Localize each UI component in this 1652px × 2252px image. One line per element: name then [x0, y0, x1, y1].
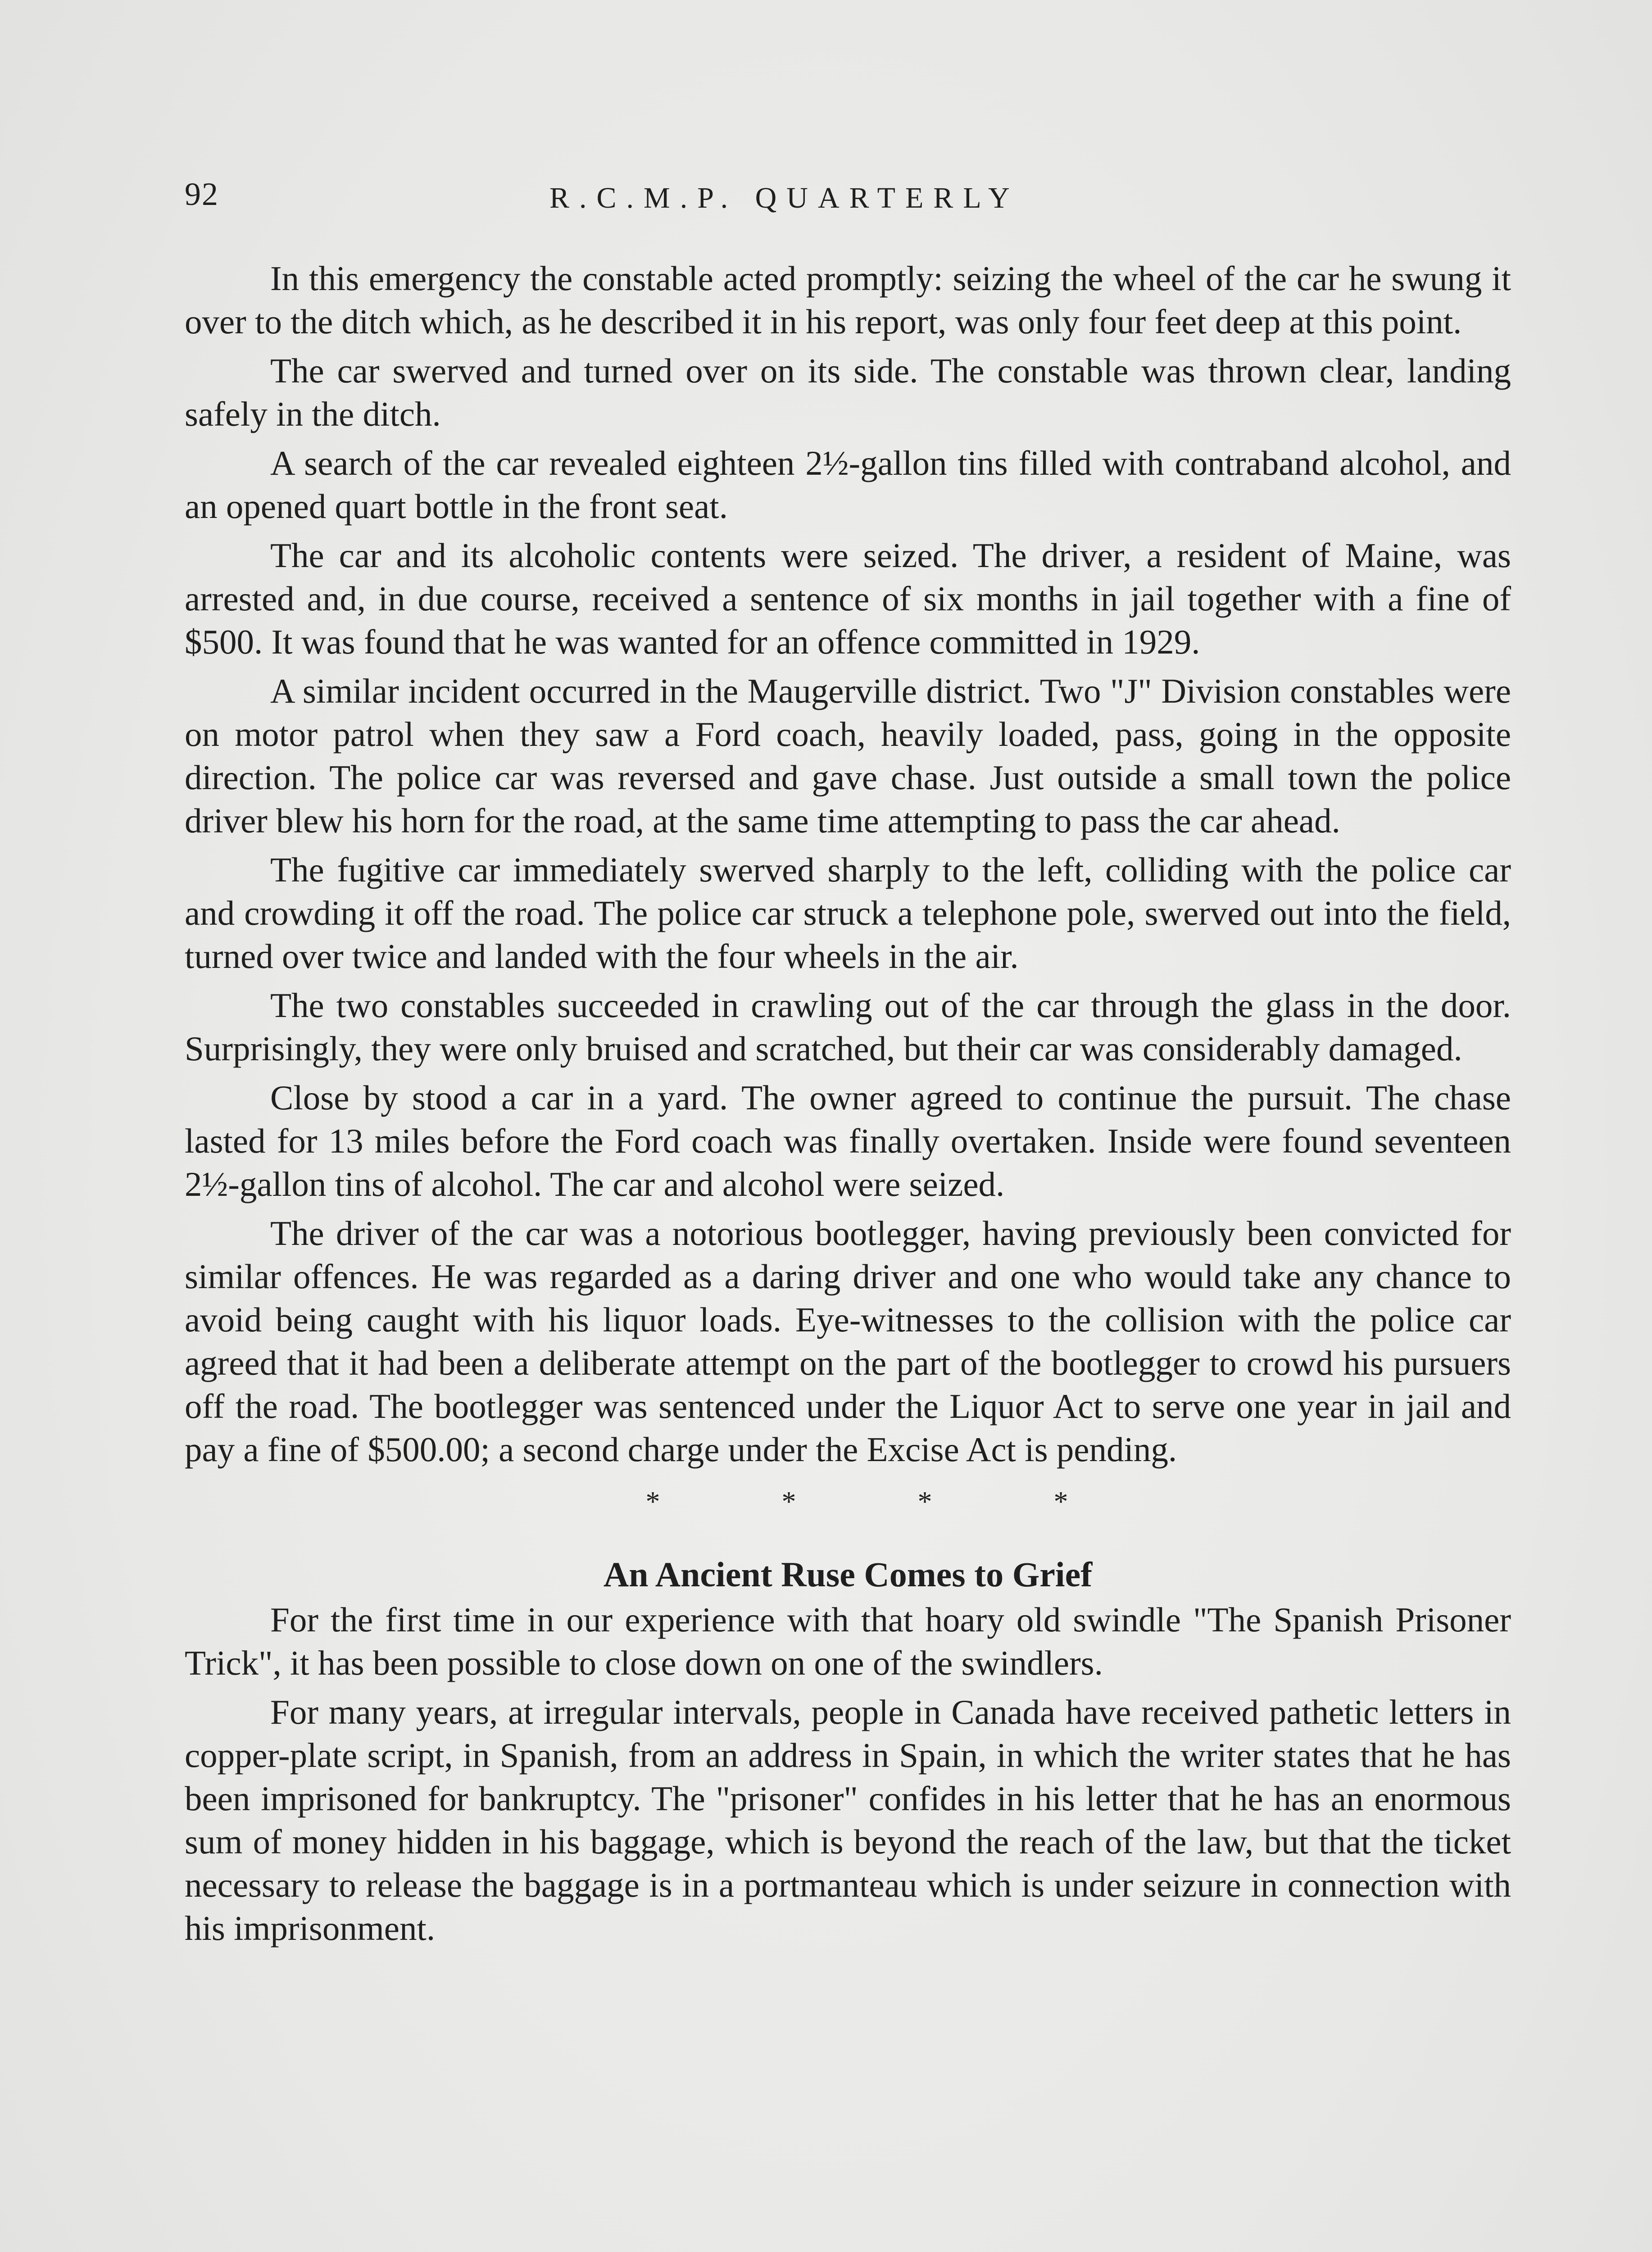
- paragraph: The car and its alcoholic contents were seized. The driver, a resident of Maine, was arrested and, in due course, received a sentence of six months in jail together with a fine of $500. It was found that he was wanted for an offence committed in 1929.: [185, 536, 1511, 661]
- section-heading: An Ancient Ruse Comes to Grief: [603, 1555, 1093, 1594]
- paragraph: The fugitive car immediately swerved sharply to the left, colliding with the police car and crowding it off the road. The police car struck a telephone pole, swerved out into the field, turned over twice and landed with the four wheels in the air.: [185, 850, 1511, 976]
- section-separator: [185, 1480, 1511, 1523]
- separator-star: *: [645, 1485, 660, 1517]
- separator-star: *: [917, 1485, 932, 1517]
- page-number: 92: [185, 176, 219, 212]
- paragraph: For the first time in our experience with that hoary old swindle "The Spanish Prisoner Trick", it has been possible to close down on one of the swindlers.: [185, 1600, 1511, 1682]
- paragraph: A similar incident occurred in the Maugerville district. Two "J" Division constables were on motor patrol when they saw a Ford coach, heavily loaded, pass, going in the opposite direction. The police car was reversed and gave chase. Just outside a small town the police driver blew his horn for the road, at the same time attempting to pass the car ahead.: [185, 672, 1511, 840]
- separator-star: *: [1053, 1485, 1068, 1517]
- separator-star: *: [781, 1485, 796, 1517]
- paragraph: The two constables succeeded in crawling out of the car through the glass in the door. Surprisingly, they were only bruised and scratched, but their car was considerably damaged.: [185, 986, 1511, 1068]
- paragraph: A search of the car revealed eighteen 2½-gallon tins filled with contraband alcohol, and an opened quart bottle in the front seat.: [185, 444, 1511, 526]
- paragraph: The car swerved and turned over on its side. The constable was thrown clear, landing safely in the ditch.: [185, 351, 1511, 433]
- running-head: R.C.M.P. QUARTERLY: [549, 182, 1020, 214]
- paragraph: For many years, at irregular intervals, people in Canada have received pathetic letters in copper-plate script, in Spanish, from an address in Spain, in which the writer states that he has been imprisoned for bankruptcy. The "prisoner" confides in his letter that he has an enormous sum of money hidden in his baggage, which is beyond the reach of the law, but that the ticket necessary to release the baggage is in a portmanteau which is under seizure in connection with his imprisonment.: [185, 1693, 1511, 1948]
- paragraph: Close by stood a car in a yard. The owner agreed to continue the pursuit. The chase lasted for 13 miles before the Ford coach was finally overtaken. Inside were found seventeen 2½-gallon tins of alcohol. The car and alcohol were seized.: [185, 1078, 1511, 1203]
- page-header: [185, 171, 1513, 225]
- article-body: [185, 257, 1511, 1956]
- paragraph: The driver of the car was a notorious bootlegger, having previously been convicted for similar offences. He was regarded as a daring driver and one who would take any chance to avoid being caught with his liquor loads. Eye-witnesses to the collision with the police car agreed that it had been a deliberate attempt on the part of the bootlegger to crowd his pursuers off the road. The bootlegger was sentenced under the Liquor Act to serve one year in jail and pay a fine of $500.00; a second charge under the Excise Act is pending.: [185, 1214, 1511, 1469]
- paragraph: In this emergency the constable acted promptly: seizing the wheel of the car he swung it over to the ditch which, as he described it in his report, was only four feet deep at this point.: [185, 259, 1511, 341]
